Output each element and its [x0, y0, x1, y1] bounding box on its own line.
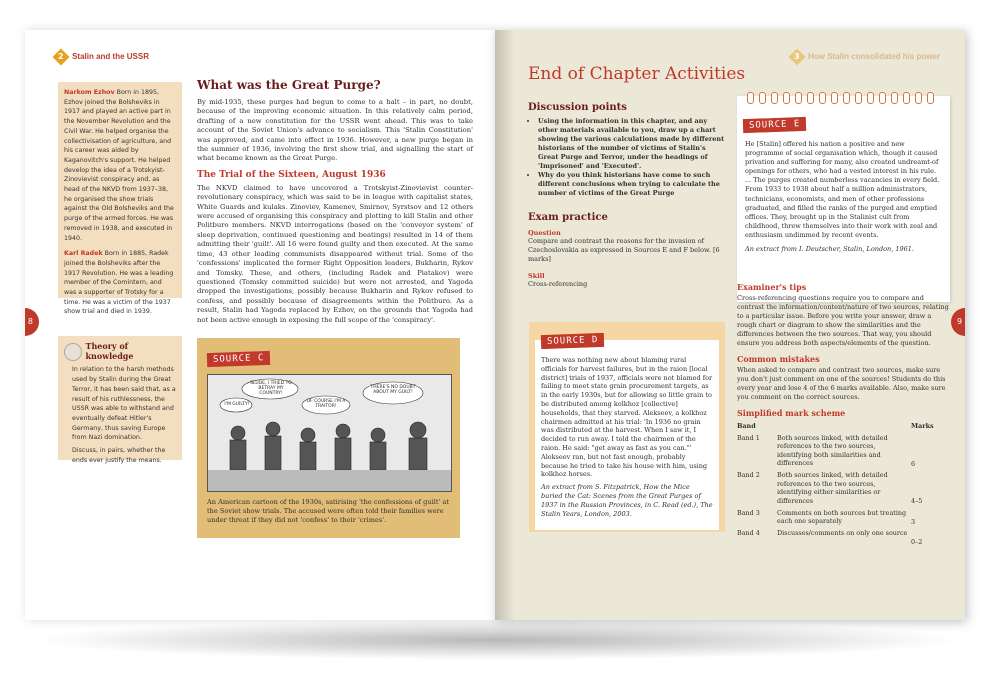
desc-cell: Both sources linked, with detailed references to the two sources, identifying both similarities and differences [777, 433, 888, 468]
bio-text: Born in 1895, Ezhov joined the Bolsheviks in 1917 and played an active part in the November Revolution and the Civil War. He helped organise the collectivisation of agriculture, and his career was aided by Kaganovitch's support. He helped develop the idea of a Trotskyist-Zinovievist conspiracy and, as head of the NKVD from 1937–38, he organised the show trials against the Old Bolsheviks and the purge of the armed forces. He was removed in 1938, and executed in 1940. [64, 89, 174, 242]
source-d-citation: An extract from S. Fitzpatrick, How the Mice buried the Cat: Scenes from the Great Purges of 1937 in the Russian Provinces, in C. Read (ed.), The Stalin Years, London, 2003. [541, 483, 713, 518]
bio-text: Born in 1885, Radek joined the Bolsheviks after the 1917 Revolution. He was a leading member of the Comintern, and was a supporter of Trotsky for a time. He was a victim of the 1937 show trial and died in 1939. [64, 250, 174, 316]
chapter-number-badge: 3 [789, 49, 806, 66]
marks-cell: 4–5 [911, 497, 923, 506]
discussion-section [528, 102, 728, 198]
source-e-text: He [Stalin] offered his nation a positive and new programme of social organisation which, though it caused privation and suffering for many, also created undreamt-of openings for others, who had a vested interest in his rule. ... The purges created numberless vacancies in every field. From 1933 to 1938 about half a million administrators, technicians, economists, and men of other professions graduated, and filled the ranks of the purged and emptied offices. They, brought up in the Stalinist cult from childhood, threw themselves into their work with zeal and enthusiasm undimmed by recent events. [745, 140, 940, 239]
bio-name: Karl Radek [64, 250, 103, 258]
running-head-left [55, 44, 149, 63]
question-label: Question [528, 229, 561, 237]
section-heading: What was the Great Purge? [197, 78, 381, 92]
book-shadow [30, 620, 965, 660]
subheading-trial: The Trial of the Sixteen, August 1936 [197, 169, 386, 180]
paragraph-trial: The NKVD claimed to have uncovered a Trotskyist-Zinovievist counter-revolutionary conspiracy, which was said to be in league with capitalist states, White Guards and kulaks. Zinoviev, Kamenev, Smirnov, Syrstsov and 12 others were accused of organising this conspiracy and plotting to kill Stalin and other Politburo members. NKVD interrogations (based on the 'conveyor system' of sleep deprivation, continued questioning and beatings) resulted in 14 of them admitting their 'guilt'. All 16 were found guilty and then executed. At the same time, 43 other leading communists disappeared without trial. Some of the 'confessions' implicated the former Right Opposition leaders, Bukharin, Rykov and Tomsky. These, and others, (including Radek and Piatakov) were questioned (Tomsky committed suicide) but were not arrested, and Yagoda dropped the investigations, possibly because Bukharin and Rykov refused to confess, and possibly because of disagreements within the Politburo. As a result, Stalin had Yagoda replaced by Ezhov, on the grounds that Yagoda had not been active enough in exposing the full scope of the 'conspiracy'. [197, 183, 473, 324]
source-d-text2: Alekseev ran, but not fast enough, probably because he tried to take his house with him, using kolkhoz horses. [541, 452, 708, 479]
skill-text: Cross-referencing [528, 280, 588, 288]
discussion-title: Discussion points [528, 102, 627, 113]
bio-name: Narkom Ezhov [64, 89, 115, 96]
band-cell: Band 3 [737, 508, 760, 517]
tips-title: Examiner's tips [737, 282, 807, 292]
desc-cell: Both sources linked, with detailed references to the two sources, identifying either similarities or differences [777, 471, 888, 505]
source-d-label: SOURCE D [541, 333, 605, 349]
band-cell: Band 1 [737, 433, 760, 442]
tok-text: In relation to the harsh methods used by Stalin during the Great Terror, it has been said that, as a result of his ruthlessness, the USSR was able to withstand and eventually defeat Hitler's Germany, thus saving Europe from Nazi domination. [72, 366, 176, 442]
source-d-body [541, 356, 713, 518]
source-d-text: There was nothing new about blaming rural officials for harvest failures, but in the raion [local district] trials of 1937, officials were not blamed for failing to meet state grain procurement targets, as in the early 1930s, but for allowing so little grain to be distributed among kolkhoz [collective] households, that they starved. Alekseev, a kolkhoz chairmen admitted at his trial: 'In 1936 no grain was distributed at the harvest. When I saw it, I decided to run away. I told the chairmen of the raion. He said: "get away as fast as you can."' [541, 356, 713, 452]
marks-cell: 6 [911, 459, 916, 468]
mistakes-text: When asked to compare and contrast two sources, make sure you don't just comment on one of the sources! Students do this every year and lose 4 of the 6 marks available. Also, make sure you comment on the correct sources. [737, 366, 946, 401]
table-row [737, 529, 951, 550]
table-row [737, 434, 951, 472]
spine-shadow-right [495, 30, 515, 620]
header-band: Band [737, 422, 756, 430]
chapter-number-badge: 2 [53, 49, 70, 66]
paragraph-intro: By mid-1935, these purges had begun to come to a halt – in part, no doubt, because of the improving economic situation. In this relatively calm period, drafting of a new constitution for the USSR went ahead. This was to take account of the Soviet Union's advance to socialism. This 'Stalin Constitution' was approved, and came into effect in 1936. However, a new purge began in the summer of 1936, involving the first show trial, and signalling the start of what became known as the Great Purge. [197, 98, 473, 163]
head-icon [64, 343, 82, 361]
speech-bubble-4: THERE'S NO DOUBT ABOUT MY GUILT! [370, 385, 416, 395]
sidebar-biographies [58, 82, 182, 316]
theory-of-knowledge-box [58, 336, 182, 464]
speech-bubble-3: OF COURSE I'M A TRAITOR! [306, 399, 346, 409]
bio-ezhov [64, 88, 176, 243]
source-d-paper [535, 335, 719, 530]
desc-cell: Discusses/comments on only one source [777, 529, 908, 538]
discussion-point: • Using the information in this chapter, and any other materials available to you, draw up a chart showing the various calculations made by different historians of the number of victims of Stalin's Great Purge and Terror, under the headings of 'Imprisoned' and 'Executed'. [538, 117, 728, 171]
speech-bubble-1: SLUDE, I TRIED TO BETRAY MY COUNTRY! [250, 381, 292, 396]
speech-bubble-2: I'M GUILTY! [224, 402, 250, 407]
notebook-spiral [737, 96, 950, 106]
page-number-right: 9 [951, 308, 965, 336]
left-page [25, 30, 495, 620]
running-head-right [791, 44, 940, 63]
chapter-activities-title: End of Chapter Activities [528, 64, 746, 84]
marks-cell: 3 [911, 517, 916, 526]
page-number-left: 8 [25, 308, 39, 336]
source-c-box [197, 338, 460, 538]
running-head-title: Stalin and the USSR [72, 52, 149, 61]
main-column-left [197, 78, 473, 325]
discussion-list [528, 117, 728, 198]
exam-practice-section [528, 212, 728, 289]
source-d-box [529, 322, 725, 532]
table-row [737, 509, 951, 530]
question-text: Compare and contrast the reasons for the invasion of Czechoslovakia as expressed in Sources E and F below. [6 marks] [528, 237, 720, 263]
band-cell: Band 2 [737, 471, 760, 480]
source-e-label: SOURCE E [743, 117, 807, 133]
header-marks: Marks [911, 422, 934, 430]
mark-scheme-title: Simplified mark scheme [737, 408, 846, 418]
tok-question: Discuss, in pairs, whether the ends ever justify the means. [72, 447, 166, 464]
right-column [737, 282, 951, 550]
mistakes-title: Common mistakes [737, 354, 820, 364]
table-row [737, 471, 951, 509]
exam-title: Exam practice [528, 212, 608, 223]
right-page [495, 30, 965, 620]
source-e-box [737, 96, 950, 302]
discussion-point: • Why do you think historians have come to such different conclusions when trying to calculate the number of victims of the Great Purge [538, 171, 728, 198]
source-c-label: SOURCE C [207, 351, 271, 367]
source-c-caption: An American cartoon of the 1930s, satirising 'the confessions of guilt' at the Soviet show trials. The accused were often told their families were under threat if they did not 'confess' to their 'crimes'. [207, 498, 449, 525]
mark-scheme-table [737, 422, 951, 550]
source-e-citation: An extract from I. Deutscher, Stalin, London, 1961. [745, 245, 914, 254]
cartoon-image [207, 374, 452, 492]
running-head-title: How Stalin consolidated his power [808, 52, 941, 61]
band-cell: Band 4 [737, 529, 760, 538]
tok-title: Theory of knowledge [85, 341, 134, 361]
marks-cell: 0–2 [911, 538, 923, 547]
skill-label: Skill [528, 272, 545, 280]
bio-radek [64, 249, 176, 317]
tips-text: Cross-referencing questions require you to compare and contrast the information/content/nature of two sources, relating to a particular issue. Before you write your answer, draw a rough chart or diagram to show the similarities and the differences between the two sources. That way, you should ensure you address both aspects/elements of the question. [737, 294, 949, 347]
desc-cell: Comments on both sources but treating each one separately [777, 508, 907, 526]
source-e-body [745, 140, 941, 254]
